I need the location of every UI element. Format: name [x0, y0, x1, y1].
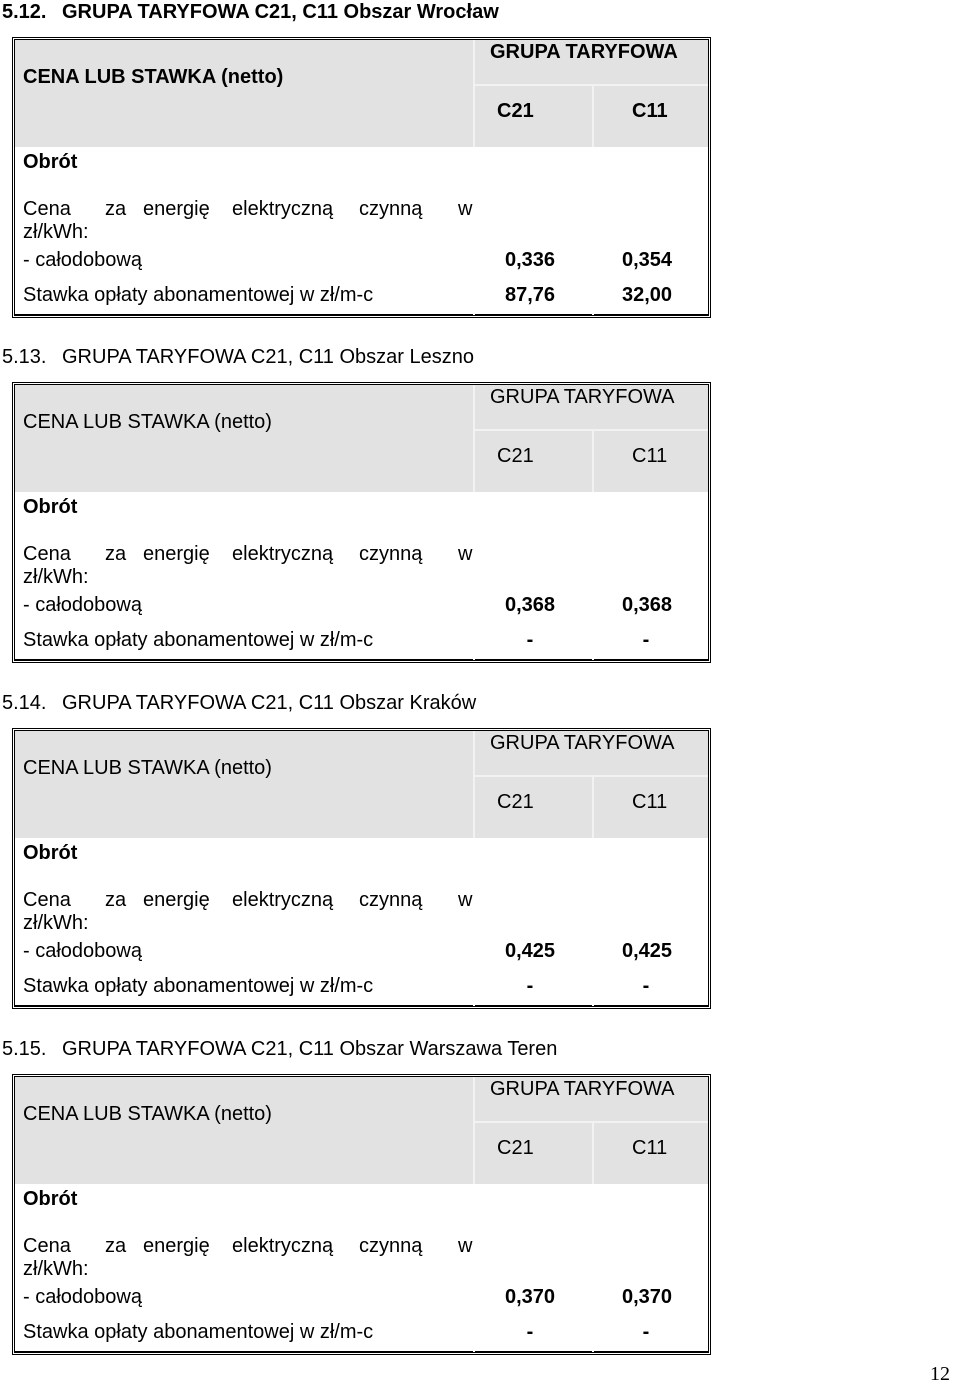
row-obrot: Obrót [23, 1188, 78, 1210]
value-c21-energy: 0,425 [505, 940, 556, 962]
section-title [2, 345, 474, 369]
value-c21-energy: 0,368 [505, 594, 556, 616]
value-c11-fee: 32,00 [622, 284, 673, 306]
table-header [15, 40, 708, 147]
header-price-label: CENA LUB STAWKA (netto) [23, 411, 272, 433]
row-subscription-fee: Stawka opłaty abonamentowej w zł/m-c [23, 1321, 374, 1343]
word: za [105, 198, 127, 220]
row-divider [594, 1351, 708, 1353]
section-number: 5.13. [2, 346, 47, 368]
header-divider [473, 385, 475, 492]
section-title [2, 1037, 557, 1061]
table-header [15, 1077, 708, 1184]
header-price-label: CENA LUB STAWKA (netto) [23, 757, 272, 779]
header-col-c21: C21 [497, 791, 534, 813]
row-subscription-fee: Stawka opłaty abonamentowej w zł/m-c [23, 975, 374, 997]
header-divider [592, 84, 594, 147]
header-tariff-group: GRUPA TARYFOWA [490, 732, 675, 754]
tariff-section-krakow [0, 691, 960, 1021]
row-subscription-fee: Stawka opłaty abonamentowej w zł/m-c [23, 629, 374, 651]
word: czynną [359, 1235, 423, 1257]
row-calodobowa: - całodobową [23, 594, 142, 616]
unit-label: zł/kWh: [23, 221, 89, 243]
tariff-table [12, 1074, 711, 1355]
tariff-section-warszawa-teren [0, 1037, 960, 1367]
header-tariff-group: GRUPA TARYFOWA [490, 1078, 675, 1100]
value-c21-energy: 0,370 [505, 1286, 556, 1308]
word: czynną [359, 889, 423, 911]
header-col-c11: C11 [632, 445, 668, 467]
word: Cena [23, 1235, 71, 1257]
word: energię [143, 1235, 210, 1257]
word: elektryczną [232, 198, 334, 220]
header-divider [473, 731, 475, 838]
row-divider [594, 1005, 708, 1007]
header-col-c21: C21 [497, 100, 534, 122]
value-c11-energy: 0,370 [622, 1286, 673, 1308]
value-c11-fee: - [642, 975, 650, 997]
header-col-c11: C11 [632, 100, 668, 122]
header-price-label: CENA LUB STAWKA (netto) [23, 1103, 272, 1125]
word: czynną [359, 198, 423, 220]
row-divider [475, 659, 592, 661]
row-calodobowa: - całodobową [23, 1286, 142, 1308]
value-c11-energy: 0,354 [622, 249, 673, 271]
unit-label: zł/kWh: [23, 1258, 89, 1280]
page-number: 12 [930, 1363, 950, 1385]
value-c21-fee: 87,76 [505, 284, 556, 306]
section-number: 5.14. [2, 692, 47, 714]
header-divider [473, 1077, 475, 1184]
row-divider [475, 1351, 592, 1353]
unit-label: zł/kWh: [23, 566, 89, 588]
row-calodobowa: - całodobową [23, 940, 142, 962]
section-heading: GRUPA TARYFOWA C21, C11 Obszar Warszawa Teren [62, 1038, 558, 1060]
tariff-table [12, 382, 711, 663]
header-col-c21: C21 [497, 1137, 534, 1159]
row-divider [594, 659, 708, 661]
word: energię [143, 543, 210, 565]
word: Cena [23, 543, 71, 565]
header-divider [473, 40, 475, 147]
word: elektryczną [232, 889, 334, 911]
row-divider [594, 314, 708, 316]
unit-label: zł/kWh: [23, 912, 89, 934]
header-tariff-group: GRUPA TARYFOWA [490, 41, 678, 63]
section-title [2, 0, 499, 24]
row-divider [15, 659, 473, 661]
row-divider [15, 1351, 473, 1353]
section-title [2, 691, 476, 715]
header-price-label: CENA LUB STAWKA (netto) [23, 66, 284, 88]
section-number: 5.15. [2, 1038, 47, 1060]
word: w [458, 889, 473, 911]
table-header [15, 731, 708, 838]
section-heading: GRUPA TARYFOWA C21, C11 Obszar Leszno [62, 346, 475, 368]
tariff-table [12, 37, 711, 318]
value-c21-fee: - [526, 1321, 534, 1343]
word: za [105, 1235, 127, 1257]
word: elektryczną [232, 1235, 334, 1257]
header-divider [592, 775, 594, 838]
word: Cena [23, 889, 71, 911]
word: elektryczną [232, 543, 334, 565]
header-divider [592, 1121, 594, 1184]
tariff-table [12, 728, 711, 1009]
value-c11-fee: - [642, 629, 650, 651]
word: energię [143, 889, 210, 911]
word: czynną [359, 543, 423, 565]
row-obrot: Obrót [23, 151, 78, 173]
word: Cena [23, 198, 71, 220]
section-heading: GRUPA TARYFOWA C21, C11 Obszar Wrocław [62, 1, 499, 23]
row-obrot: Obrót [23, 496, 78, 518]
header-tariff-group: GRUPA TARYFOWA [490, 386, 675, 408]
word: energię [143, 198, 210, 220]
word: w [458, 1235, 473, 1257]
value-c21-energy: 0,336 [505, 249, 556, 271]
row-calodobowa: - całodobową [23, 249, 142, 271]
table-header [15, 385, 708, 492]
header-col-c11: C11 [632, 791, 668, 813]
header-col-c21: C21 [497, 445, 534, 467]
value-c11-energy: 0,368 [622, 594, 673, 616]
value-c21-fee: - [526, 629, 534, 651]
section-number: 5.12. [2, 1, 47, 23]
word: za [105, 889, 127, 911]
header-col-c11: C11 [632, 1137, 668, 1159]
header-divider [592, 429, 594, 492]
word: w [458, 543, 473, 565]
word: za [105, 543, 127, 565]
row-obrot: Obrót [23, 842, 78, 864]
value-c21-fee: - [526, 975, 534, 997]
value-c11-energy: 0,425 [622, 940, 673, 962]
value-c11-fee: - [642, 1321, 650, 1343]
row-divider [475, 1005, 592, 1007]
row-subscription-fee: Stawka opłaty abonamentowej w zł/m-c [23, 284, 374, 306]
tariff-section-leszno [0, 345, 960, 675]
section-heading: GRUPA TARYFOWA C21, C11 Obszar Kraków [62, 692, 477, 714]
word: w [458, 198, 473, 220]
row-divider [15, 1005, 473, 1007]
tariff-section-wroclaw [0, 0, 960, 330]
row-divider [15, 314, 473, 316]
row-divider [475, 314, 592, 316]
